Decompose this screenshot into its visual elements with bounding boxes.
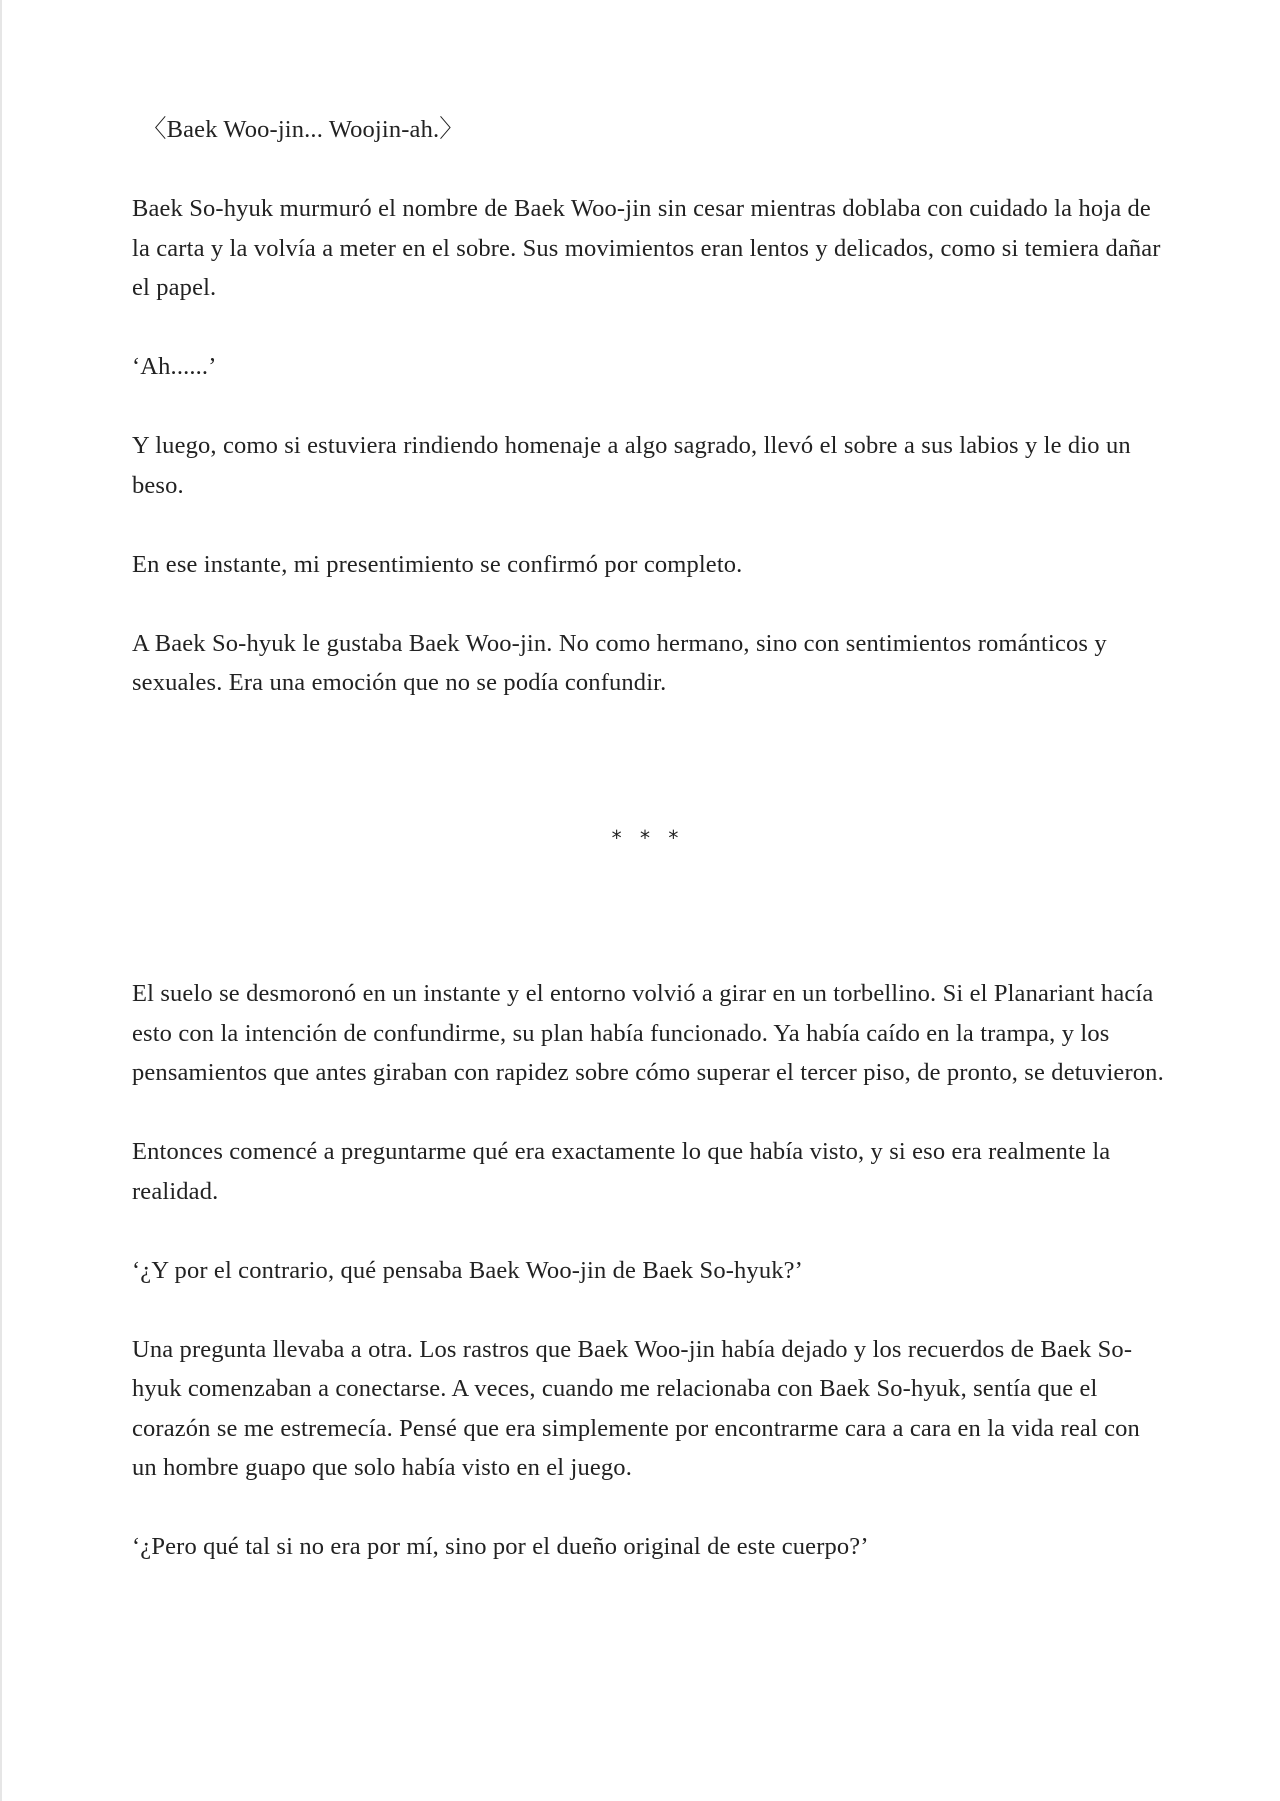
paragraph: Baek So-hyuk murmuró el nombre de Baek Woo-jin sin cesar mientras doblaba con cuidado la hoja de la carta y la volvía a meter en el sobre. Sus movimientos eran lentos y delicados, como si temiera dañar el papel. — [132, 195, 1161, 301]
paragraph: En ese instante, mi presentimiento se confirmó por completo. — [132, 550, 743, 578]
scene-break-separator: * * * — [611, 825, 685, 850]
paragraph: A Baek So-hyuk le gustaba Baek Woo-jin. No como hermano, sino con sentimientos románticos y sexuales. Era una emoción que no se podía confundir. — [132, 629, 1107, 696]
inner-monologue: ‘¿Pero qué tal si no era por mí, sino por el dueño original de este cuerpo?’ — [132, 1533, 869, 1560]
paragraph: Y luego, como si estuviera rindiendo homenaje a algo sagrado, llevó el sobre a sus labios y le dio un beso. — [132, 432, 1131, 499]
paragraph: Una pregunta llevaba a otra. Los rastros que Baek Woo-jin había dejado y los recuerdos de Baek So-hyuk comenzaban a conectarse. A veces, cuando me relacionaba con Baek So-hyuk, sentía que el corazón se me estremecía. Pensé que era simplemente por encontrarme cara a cara en la vida real con un hombre guapo que solo había visto en el juego. — [132, 1335, 1140, 1481]
document-body — [132, 110, 1164, 1606]
quoted-thought: 〈Baek Woo-jin... Woojin-ah.〉 — [142, 116, 464, 143]
inner-monologue: ‘¿Y por el contrario, qué pensaba Baek Woo-jin de Baek So-hyuk?’ — [132, 1256, 803, 1284]
paragraph: El suelo se desmoronó en un instante y el entorno volvió a girar en un torbellino. Si el Planariant hacía esto con la intención de confundirme, su plan había funcionado. Ya había caído en la trampa, y los pensamientos que antes giraban con rapidez sobre cómo superar el tercer piso, de pronto, se detuvieron. — [132, 980, 1164, 1086]
inner-monologue: ‘Ah......’ — [132, 353, 217, 380]
paragraph: Entonces comencé a preguntarme qué era exactamente lo que había visto, y si eso era realmente la realidad. — [132, 1138, 1111, 1205]
